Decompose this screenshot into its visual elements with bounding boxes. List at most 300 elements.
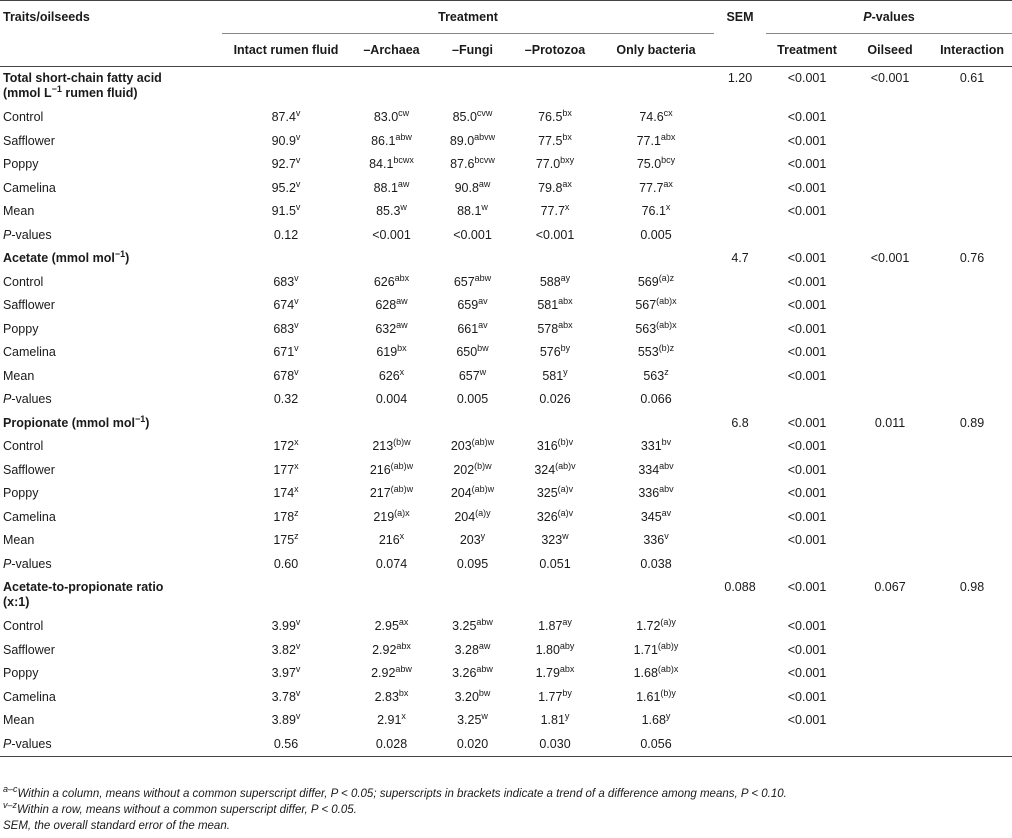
cell-superscript: v	[295, 155, 301, 166]
data-cell	[350, 709, 433, 733]
cell-superscript: cw	[398, 108, 410, 119]
cell-superscript: x	[294, 437, 299, 448]
cell-superscript: x	[399, 531, 405, 542]
group-p-treatment: <0.001	[787, 71, 827, 85]
cell-superscript: (ab)x	[656, 319, 677, 330]
cell-value: 2.92	[372, 642, 397, 657]
empty-cell	[848, 388, 932, 412]
empty-cell	[848, 482, 932, 506]
cell-value: 88.1	[373, 180, 398, 195]
row-p-treatment: <0.001	[787, 204, 827, 219]
cell-value: 1.72	[636, 619, 661, 634]
group-p-oilseed: <0.001	[870, 71, 910, 85]
cell-superscript: ax	[562, 178, 572, 189]
data-cell	[222, 482, 350, 506]
cell-value: 204	[450, 486, 472, 501]
cell-superscript: (ab)w	[390, 484, 414, 495]
pvalue-cell: 0.005	[640, 227, 672, 242]
data-cell	[598, 341, 714, 365]
data-cell	[350, 686, 433, 710]
cell-superscript: x	[399, 366, 405, 377]
empty-cell	[932, 733, 1012, 757]
cell-superscript: bx	[398, 687, 409, 698]
data-cell	[598, 130, 714, 154]
data-cell	[350, 662, 433, 686]
data-cell	[222, 639, 350, 663]
pvalue-cell: 0.020	[433, 733, 512, 757]
data-cell	[512, 709, 598, 733]
empty-cell	[598, 67, 714, 107]
empty-cell	[932, 341, 1012, 365]
data-cell	[598, 365, 714, 389]
data-cell	[598, 435, 714, 459]
cell-value: 581	[537, 298, 559, 313]
cell-value: 657	[458, 368, 480, 383]
data-cell	[598, 709, 714, 733]
cell-value: 87.4	[271, 110, 296, 125]
cell-value: 336	[638, 486, 660, 501]
data-cell	[350, 341, 433, 365]
empty-cell	[512, 412, 598, 436]
footnote-column	[3, 786, 787, 802]
data-cell	[598, 106, 714, 130]
table-row	[0, 200, 1012, 224]
cell-value: 77.7	[639, 180, 664, 195]
data-cell	[350, 318, 433, 342]
cell-superscript: v	[295, 687, 301, 698]
cell-superscript: abw	[474, 272, 492, 283]
cell-value: 213	[372, 439, 394, 454]
cell-superscript: aw	[396, 296, 408, 307]
row-p-treatment: <0.001	[787, 274, 827, 289]
cell-superscript: by	[560, 343, 571, 354]
data-cell	[598, 662, 714, 686]
data-cell	[433, 459, 512, 483]
cell-value: 323	[541, 533, 563, 548]
pvalue-cell: <0.001	[372, 227, 411, 242]
data-cell	[512, 529, 598, 553]
data-cell	[512, 506, 598, 530]
table-row	[0, 318, 1012, 342]
data-cell	[433, 106, 512, 130]
data-cell	[598, 271, 714, 295]
cell-value: 3.26	[452, 666, 477, 681]
cell-value: 219	[373, 509, 395, 524]
data-cell	[433, 365, 512, 389]
empty-cell	[512, 576, 598, 615]
table-row	[0, 130, 1012, 154]
empty-cell	[598, 412, 714, 436]
pvalue-cell: <0.001	[535, 227, 575, 242]
data-cell	[512, 459, 598, 483]
cell-superscript: cx	[663, 108, 673, 119]
data-cell	[350, 506, 433, 530]
empty-cell	[932, 130, 1012, 154]
data-cell	[222, 435, 350, 459]
empty-cell	[714, 365, 766, 389]
empty-cell	[848, 365, 932, 389]
data-cell	[433, 662, 512, 686]
empty-cell	[714, 553, 766, 577]
data-cell	[222, 294, 350, 318]
empty-cell	[932, 388, 1012, 412]
data-cell	[512, 482, 598, 506]
cell-superscript: y	[665, 711, 671, 722]
empty-cell	[350, 576, 433, 615]
cell-superscript: v	[295, 640, 301, 651]
cell-superscript: y	[480, 531, 486, 542]
cell-superscript: abx	[558, 296, 573, 307]
data-cell	[512, 318, 598, 342]
cell-superscript: ay	[560, 272, 571, 283]
group-title-pre: Acetate (mmol mol	[3, 251, 115, 266]
pvalue-cell: 0.026	[539, 392, 571, 407]
cell-superscript: w	[562, 531, 569, 542]
data-cell	[512, 686, 598, 710]
cell-value: 553	[637, 345, 659, 360]
cell-superscript: cvw	[476, 108, 493, 119]
cell-superscript: aw	[478, 178, 491, 189]
row-p-treatment: <0.001	[787, 298, 827, 313]
cell-superscript: abx	[559, 664, 575, 675]
data-cell	[222, 177, 350, 201]
cell-value: 563	[635, 321, 657, 336]
cell-value: 204	[454, 509, 476, 524]
pvalue-cell: 0.038	[640, 556, 672, 571]
cell-value: 578	[537, 321, 559, 336]
cell-value: 324	[534, 462, 556, 477]
data-cell	[222, 106, 350, 130]
empty-cell	[512, 247, 598, 271]
cell-value: 2.83	[374, 689, 399, 704]
cell-superscript: y	[564, 711, 570, 722]
row-p-treatment: <0.001	[787, 666, 827, 681]
empty-cell	[598, 247, 714, 271]
empty-cell	[848, 686, 932, 710]
cell-value: 626	[378, 368, 400, 383]
empty-cell	[848, 341, 932, 365]
empty-cell	[598, 576, 714, 615]
pvalue-cell: 0.56	[222, 733, 350, 757]
empty-cell	[222, 412, 350, 436]
cell-superscript: x	[665, 202, 671, 213]
empty-cell	[848, 639, 932, 663]
footnote-column-sup: a–c	[3, 784, 18, 794]
row-p-treatment: <0.001	[787, 642, 827, 657]
cell-superscript: (a)v	[557, 507, 574, 518]
data-cell	[350, 130, 433, 154]
group-header-row	[0, 412, 1012, 436]
data-cell	[598, 615, 714, 639]
cell-value: 84.1	[369, 157, 394, 172]
row-p-treatment: <0.001	[787, 110, 827, 125]
row-label: Mean	[3, 533, 35, 548]
cell-value: 172	[273, 439, 295, 454]
header-col-4: Only bacteria	[598, 34, 714, 67]
group-title-line1: Total short-chain fatty acid	[3, 71, 162, 85]
cell-value: 657	[453, 274, 475, 289]
cell-superscript: bv	[661, 437, 672, 448]
data-cell	[598, 639, 714, 663]
row-p-treatment: <0.001	[787, 345, 827, 360]
cell-superscript: x	[294, 484, 299, 495]
data-cell	[512, 271, 598, 295]
empty-cell	[350, 412, 433, 436]
row-p-treatment: <0.001	[787, 486, 827, 501]
empty-cell	[932, 553, 1012, 577]
data-cell	[222, 686, 350, 710]
table-row	[0, 435, 1012, 459]
cell-value: 3.82	[271, 642, 296, 657]
cell-superscript: av	[478, 319, 488, 330]
footnote-row	[3, 802, 787, 818]
cell-superscript: v	[664, 531, 669, 542]
subheader-row	[0, 34, 1012, 67]
data-cell	[433, 153, 512, 177]
table-row	[0, 615, 1012, 639]
data-cell	[433, 294, 512, 318]
empty-cell	[714, 318, 766, 342]
data-cell	[222, 615, 350, 639]
cell-value: 1.71	[633, 642, 658, 657]
data-cell	[350, 294, 433, 318]
cell-value: 588	[539, 274, 561, 289]
table-row	[0, 106, 1012, 130]
cell-superscript: by	[562, 687, 572, 698]
cell-superscript: v	[294, 366, 299, 377]
cell-superscript: (b)w	[474, 460, 492, 471]
cell-value: 87.6	[450, 157, 475, 172]
data-cell	[350, 177, 433, 201]
group-title-pre: Propionate (mmol mol	[3, 415, 135, 430]
cell-value: 202	[453, 462, 475, 477]
data-cell	[433, 615, 512, 639]
cell-value: 76.5	[538, 110, 563, 125]
data-cell	[512, 615, 598, 639]
cell-value: 2.91	[377, 713, 402, 728]
row-label: Safflower	[3, 133, 55, 148]
cell-superscript: bcy	[661, 155, 676, 166]
row-p-treatment: <0.001	[787, 533, 827, 548]
empty-cell	[848, 294, 932, 318]
cell-value: 650	[456, 345, 478, 360]
cell-superscript: x	[401, 711, 406, 722]
data-cell	[598, 459, 714, 483]
data-cell	[433, 709, 512, 733]
cell-value: 174	[273, 486, 295, 501]
cell-value: 90.8	[454, 180, 479, 195]
data-cell	[512, 200, 598, 224]
pvalue-cell: 0.004	[375, 392, 408, 407]
cell-value: 3.28	[454, 642, 479, 657]
empty-cell	[932, 529, 1012, 553]
data-cell	[350, 200, 433, 224]
data-cell	[350, 615, 433, 639]
empty-cell	[848, 615, 932, 639]
cell-superscript: bx	[562, 108, 572, 119]
cell-superscript: ay	[562, 617, 572, 628]
empty-cell	[714, 200, 766, 224]
data-cell	[222, 200, 350, 224]
data-cell	[598, 153, 714, 177]
cell-superscript: (b)y	[660, 687, 676, 698]
cell-value: 83.0	[373, 110, 399, 125]
empty-cell	[714, 341, 766, 365]
cell-superscript: v	[295, 131, 301, 142]
group-title	[0, 412, 222, 436]
row-label: Camelina	[3, 509, 56, 524]
empty-cell	[433, 67, 512, 107]
data-cell	[350, 271, 433, 295]
empty-cell	[848, 200, 932, 224]
row-label: Mean	[3, 368, 35, 383]
row-label: Poppy	[3, 486, 39, 501]
row-label: Camelina	[3, 180, 56, 195]
data-cell	[433, 318, 512, 342]
table-row	[0, 709, 1012, 733]
cell-superscript: v	[295, 664, 301, 675]
cell-value: 1.68	[641, 713, 666, 728]
cell-superscript: (ab)x	[657, 664, 679, 675]
data-cell	[350, 435, 433, 459]
pvalues-label-p: P	[3, 736, 12, 751]
cell-value: 88.1	[457, 204, 482, 219]
cell-superscript: (b)v	[557, 437, 574, 448]
cell-superscript: av	[478, 296, 488, 307]
table-row	[0, 459, 1012, 483]
cell-value: 3.78	[271, 689, 296, 704]
cell-superscript: x	[564, 202, 570, 213]
empty-cell	[222, 576, 350, 615]
cell-superscript: abx	[660, 131, 676, 142]
row-p-treatment: <0.001	[787, 462, 827, 477]
cell-value: 569	[637, 274, 659, 289]
data-cell	[222, 529, 350, 553]
cell-value: 85.3	[376, 204, 401, 219]
empty-cell	[350, 247, 433, 271]
empty-cell	[932, 435, 1012, 459]
pvalue-cell: 0.030	[512, 733, 598, 757]
cell-superscript: abw	[395, 664, 412, 675]
cell-value: 334	[638, 462, 660, 477]
cell-value: 95.2	[271, 180, 296, 195]
group-p-oilseed: 0.067	[874, 580, 906, 594]
data-cell	[598, 177, 714, 201]
data-cell	[512, 435, 598, 459]
cell-superscript: abw	[395, 131, 412, 142]
empty-cell	[714, 482, 766, 506]
cell-superscript: v	[295, 711, 301, 722]
header-treatment: Treatment	[222, 1, 714, 34]
empty-cell	[848, 662, 932, 686]
data-cell	[222, 130, 350, 154]
row-p-treatment: <0.001	[787, 180, 827, 195]
data-cell	[222, 341, 350, 365]
cell-superscript: (a)z	[658, 272, 675, 283]
data-cell	[350, 365, 433, 389]
empty-cell	[932, 224, 1012, 248]
empty-cell	[848, 459, 932, 483]
cell-value: 77.5	[538, 133, 563, 148]
cell-superscript: bw	[478, 687, 491, 698]
group-title	[0, 576, 222, 615]
cell-superscript: v	[294, 343, 299, 354]
cell-superscript: abx	[558, 319, 573, 330]
data-cell	[433, 130, 512, 154]
cell-value: 316	[536, 439, 558, 454]
cell-value: 89.0	[449, 133, 475, 148]
group-title-line2-pre: (mmol L	[3, 86, 52, 100]
empty-cell	[714, 615, 766, 639]
header-pcol-1: Oilseed	[848, 34, 932, 67]
cell-superscript: z	[294, 531, 299, 542]
pvalues-label-rest: -values	[11, 392, 52, 407]
row-label: Control	[3, 274, 44, 289]
cell-superscript: ax	[663, 178, 673, 189]
group-title-sup: −1	[134, 413, 146, 424]
cell-value: 661	[457, 321, 479, 336]
cell-superscript: v	[294, 319, 299, 330]
cell-superscript: (ab)w	[390, 460, 414, 471]
data-cell	[598, 294, 714, 318]
cell-value: 3.97	[271, 666, 296, 681]
cell-superscript: v	[295, 108, 301, 119]
group-p-interaction: 0.98	[959, 580, 985, 594]
row-p-treatment: <0.001	[787, 321, 827, 336]
empty-cell	[433, 247, 512, 271]
data-cell	[350, 529, 433, 553]
cell-value: 331	[640, 439, 662, 454]
header-pvalues-p: P	[863, 9, 872, 24]
row-label: Camelina	[3, 345, 56, 360]
cell-value: 76.1	[641, 204, 666, 219]
empty-cell	[714, 709, 766, 733]
row-label: Mean	[3, 204, 35, 219]
empty-cell	[714, 177, 766, 201]
group-title-line2-post: rumen fluid)	[61, 86, 138, 100]
cell-value: 77.0	[535, 157, 561, 172]
header-blank	[0, 34, 222, 67]
cell-value: 345	[640, 509, 662, 524]
cell-superscript: (a)x	[394, 507, 410, 518]
cell-superscript: v	[295, 617, 301, 628]
pvalues-label-rest: -values	[11, 227, 52, 242]
empty-cell	[848, 733, 932, 757]
data-cell	[598, 318, 714, 342]
empty-cell	[932, 662, 1012, 686]
pvalues-label	[0, 224, 222, 248]
data-cell	[433, 639, 512, 663]
row-label: Poppy	[3, 321, 39, 336]
table-row	[0, 365, 1012, 389]
empty-cell	[433, 412, 512, 436]
data-cell	[433, 200, 512, 224]
data-cell	[222, 662, 350, 686]
empty-cell	[714, 130, 766, 154]
pvalue-cell: 0.60	[273, 556, 299, 571]
empty-cell	[222, 67, 350, 107]
cell-value: 325	[536, 486, 558, 501]
row-p-treatment: <0.001	[787, 157, 827, 172]
pvalue-cell: 0.066	[640, 392, 672, 407]
row-p-treatment: <0.001	[787, 689, 827, 704]
data-cell	[598, 686, 714, 710]
cell-superscript: (b)w	[393, 437, 411, 448]
pvalues-label-p: P	[3, 392, 12, 407]
cell-superscript: (b)z	[658, 343, 675, 354]
group-header-row	[0, 247, 1012, 271]
empty-cell	[848, 506, 932, 530]
